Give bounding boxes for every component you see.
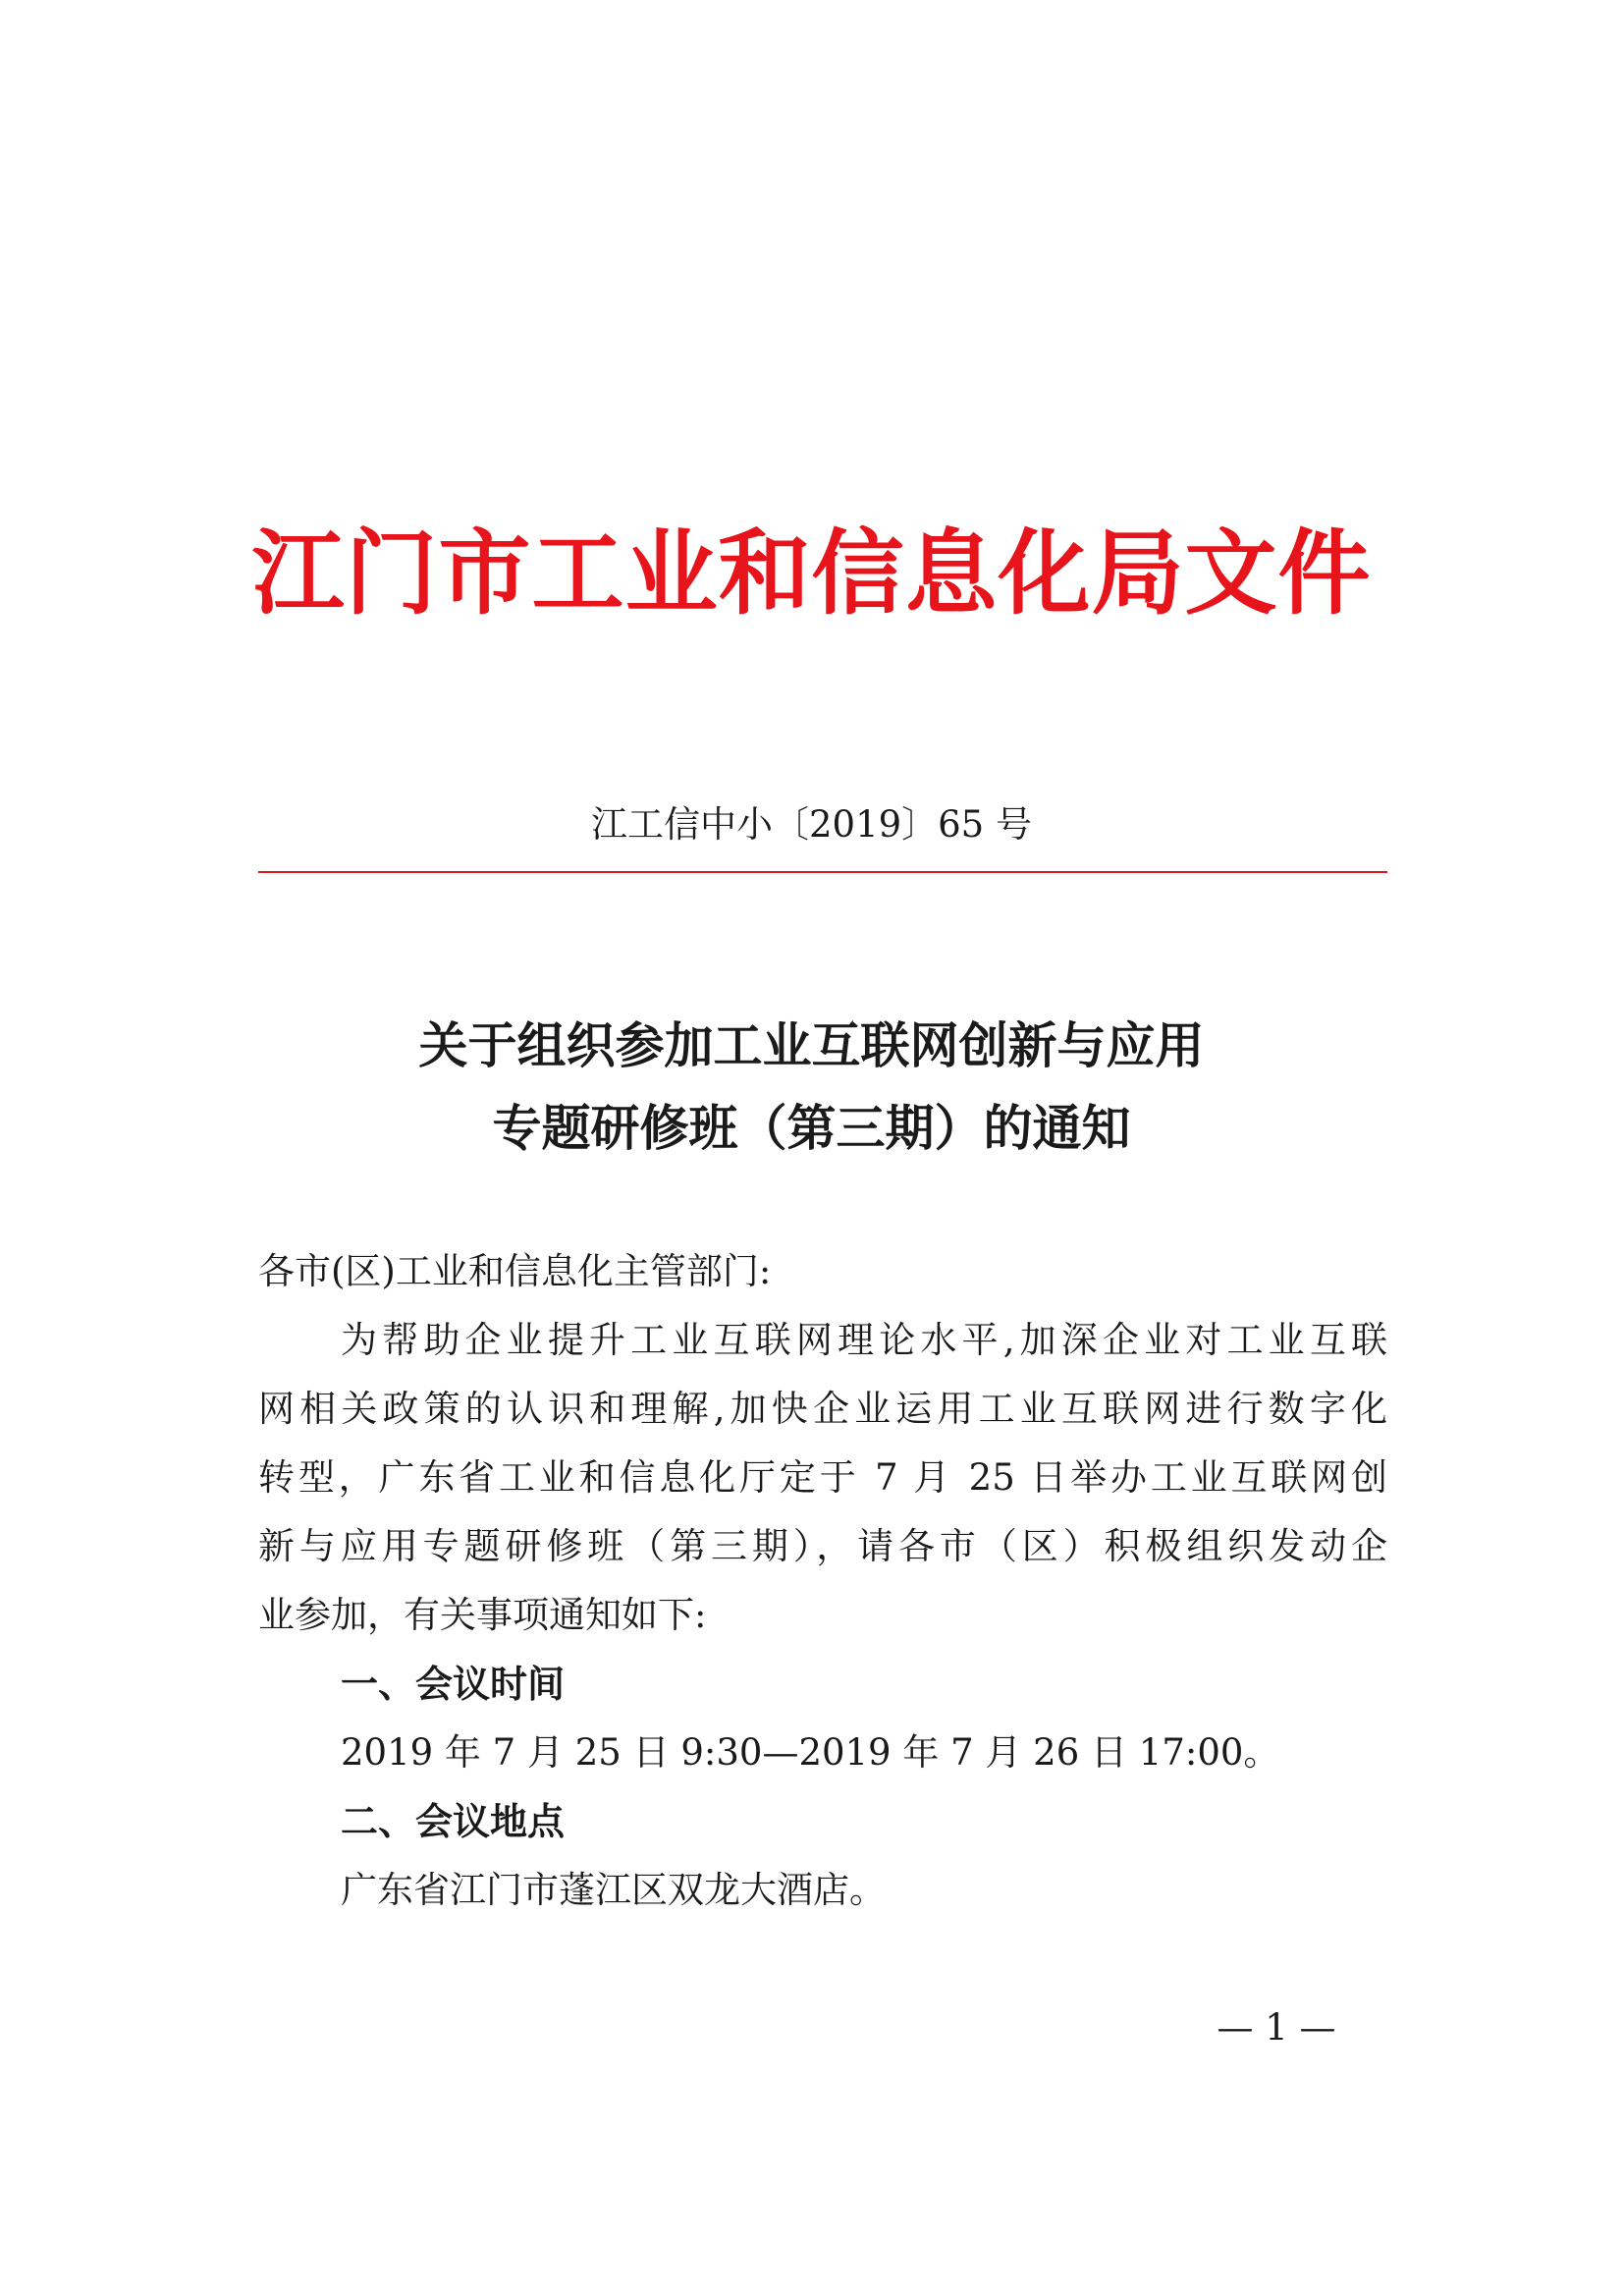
section-heading-meeting-time: 一、会议时间 xyxy=(341,1663,566,1706)
salutation: 各市(区)工业和信息化主管部门: xyxy=(258,1250,772,1292)
red-divider-line xyxy=(258,871,1387,873)
paragraph-line-1: 为帮助企业提升工业互联网理论水平,加深企业对工业互联 xyxy=(341,1319,1387,1361)
paragraph-line-2: 网相关政策的认识和理解,加快企业运用工业互联网进行数字化 xyxy=(258,1388,1387,1430)
issuer-title: 江门市工业和信息化局文件 xyxy=(251,520,1372,628)
notice-title-line-1: 关于组织参加工业互联网创新与应用 xyxy=(418,1017,1205,1074)
paragraph-line-3: 转型，广东省工业和信息化厅定于 7 月 25 日举办工业互联网创 xyxy=(258,1456,1387,1499)
page-number: — 1 — xyxy=(1217,2006,1336,2049)
paragraph-line-5: 业参加，有关事项通知如下: xyxy=(258,1594,707,1636)
meeting-location-text: 广东省江门市蓬江区双龙大酒店。 xyxy=(341,1869,886,1911)
section-heading-meeting-location: 二、会议地点 xyxy=(341,1800,566,1843)
notice-title-line-2: 专题研修班（第三期）的通知 xyxy=(492,1100,1131,1157)
paragraph-line-4: 新与应用专题研修班（第三期），请各市（区）积极组织发动企 xyxy=(258,1525,1387,1567)
meeting-time-text: 2019 年 7 月 25 日 9:30—2019 年 7 月 26 日 17:00。 xyxy=(341,1731,1280,1774)
document-number: 江工信中小〔2019〕65 号 xyxy=(590,803,1032,846)
